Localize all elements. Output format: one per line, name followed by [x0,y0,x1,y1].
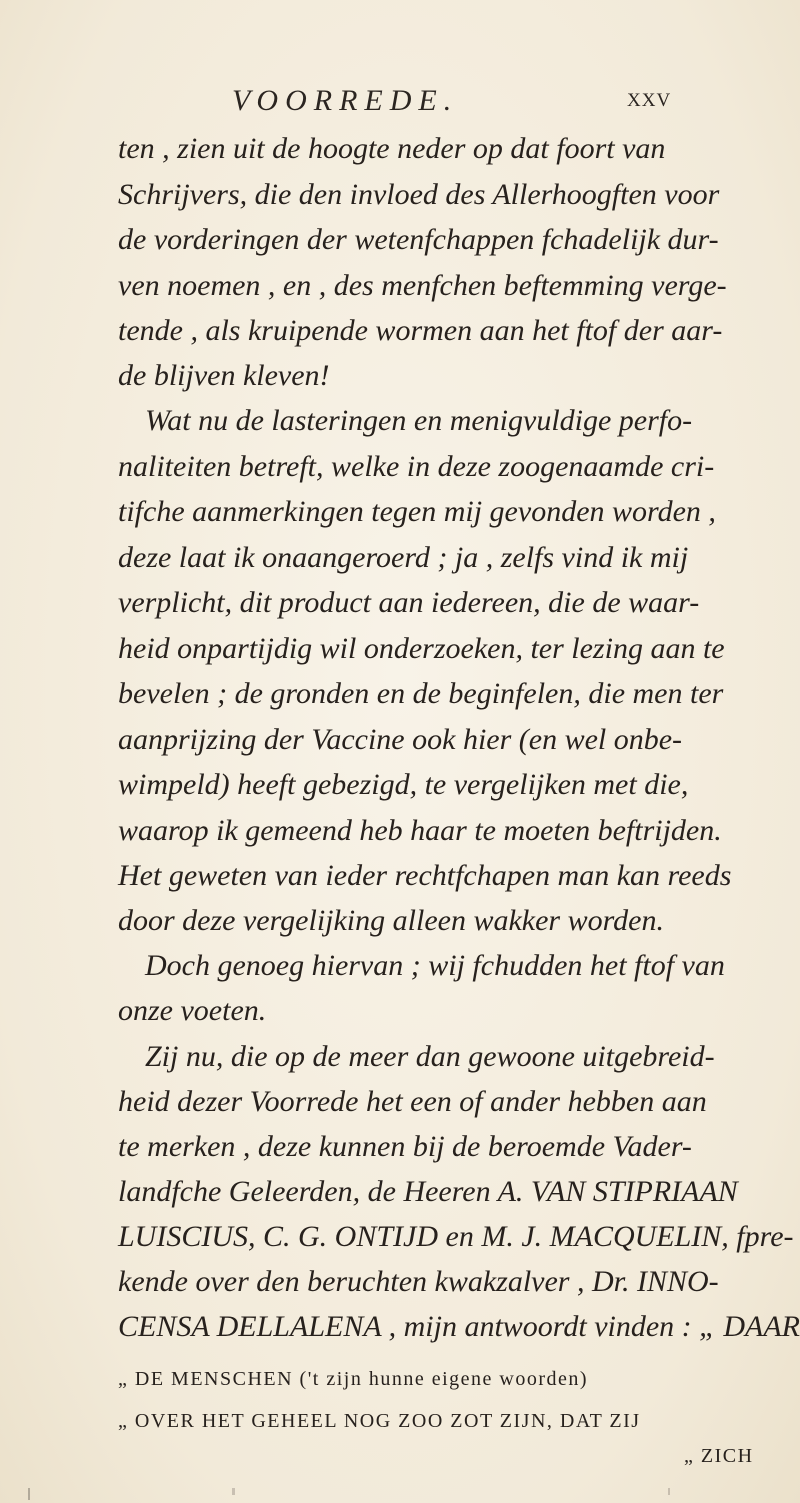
text-line: bevelen ; de gronden en de beginfelen, die men ter [118,677,724,710]
text-line: te merken , deze kunnen bij de beroemde Vader- [118,1130,692,1163]
text-line: heid dezer Voorrede het een of ander hebben aan [118,1085,707,1118]
text-line: tifche aanmerkingen tegen mij gevonden worden , [118,495,716,528]
text-line: ven noemen , en , des menfchen beftemming verge- [118,269,727,302]
text-line: „ DE MENSCHEN ('t zijn hunne eigene woorden) [118,1368,589,1390]
text-line: Wat nu de lasteringen en menigvuldige perfo- [145,404,693,437]
page-number: XXV [627,90,672,111]
text-line: waarop ik gemeend heb haar te moeten beftrijden. [118,814,722,847]
text-line: „ OVER HET GEHEEL NOG ZOO ZOT ZIJN, DAT ZIJ [118,1410,641,1432]
text-line: landfche Geleerden, de Heeren A. VAN STIPRIAAN [118,1175,738,1208]
text-line: CENSA DELLALENA , mijn antwoordt vinden : „ DAAR [118,1310,800,1343]
text-line: onze voeten. [118,994,267,1027]
text-line: heid onpartijdig wil onderzoeken, ter lezing aan te [118,632,725,665]
text-line: Doch genoeg hiervan ; wij fchudden het ftof van [145,949,725,982]
text-line: LUISCIUS, C. G. ONTIJD en M. J. MACQUELIN, fpre- [118,1220,794,1253]
text-line: verplicht, dit product aan iedereen, die de waar- [118,586,700,619]
margin-mark [28,1488,30,1500]
text-line: Zij nu, die op de meer dan gewoone uitgebreid- [145,1040,715,1073]
running-title: VOORREDE. [232,84,459,117]
text-line: wimpeld) heeft gebezigd, te vergelijken met die, [118,768,689,801]
text-line: kende over den beruchten kwakzalver , Dr. INNO- [118,1265,719,1298]
text-line: de vorderingen der wetenfchappen fchadelijk dur- [118,223,719,256]
text-line: Het geweten van ieder rechtfchapen man kan reeds [118,859,732,892]
text-line: ten , zien uit de hoogte neder op dat foort van [118,132,666,165]
text-line: naliteiten betreft, welke in deze zoogenaamde cri- [118,450,715,483]
text-line: Schrijvers, die den invloed des Allerhoogften voor [118,178,720,211]
text-line: „ ZICH [684,1445,754,1467]
margin-mark [668,1488,670,1495]
text-line: de blijven kleven! [118,359,330,392]
text-line: aanprijzing der Vaccine ook hier (en wel onbe- [118,723,683,756]
margin-mark [232,1488,235,1495]
text-line: door deze vergelijking alleen wakker worden. [118,904,664,937]
text-line: deze laat ik onaangeroerd ; ja , zelfs vind ik mij [118,541,689,574]
text-line: tende , als kruipende wormen aan het ftof der aar- [118,314,723,347]
